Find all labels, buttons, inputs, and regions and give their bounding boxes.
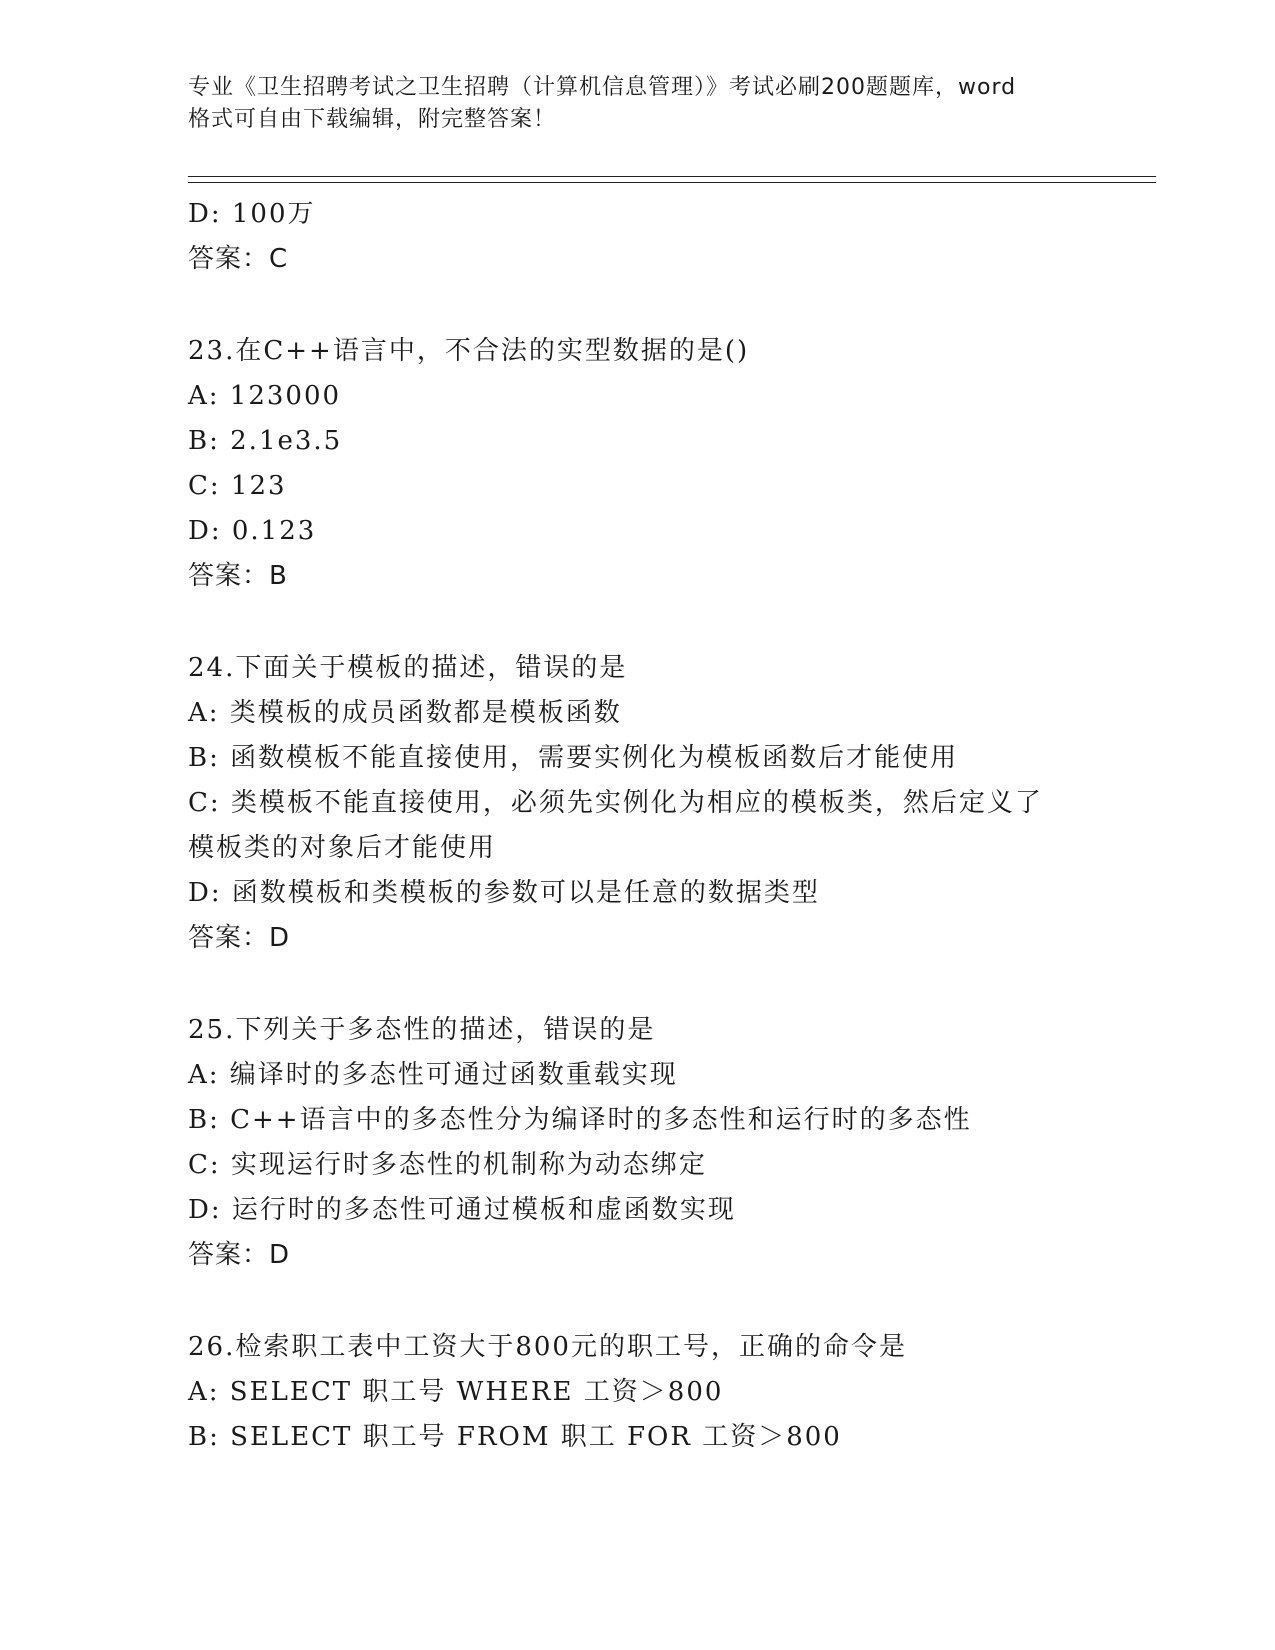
page-header [188, 72, 1088, 136]
option-c: C: 类模板不能直接使用，必须先实例化为相应的模板类，然后定义了 [188, 788, 1043, 818]
option-c: C: 123 [188, 471, 287, 501]
option-b: B: C++语言中的多态性分为编译时的多态性和运行时的多态性 [188, 1105, 972, 1135]
option-a: A: 编译时的多态性可通过函数重载实现 [188, 1060, 678, 1090]
option-a: A: SELECT 职工号 WHERE 工资＞800 [188, 1377, 724, 1407]
option-d: D: 0.123 [188, 516, 317, 546]
header-divider-bottom [188, 182, 1156, 183]
answer-line: 答案：D [188, 923, 291, 953]
option-b: B: 函数模板不能直接使用，需要实例化为模板函数后才能使用 [188, 743, 959, 773]
question-stem: 25.下列关于多态性的描述，错误的是 [188, 1015, 656, 1045]
option-c-continued: 模板类的对象后才能使用 [188, 833, 497, 863]
option-d: D: 函数模板和类模板的参数可以是任意的数据类型 [188, 878, 820, 908]
option-b: B: 2.1e3.5 [188, 426, 343, 456]
question-list [188, 192, 1088, 1460]
answer-line: 答案：B [188, 561, 288, 591]
question-26 [188, 1325, 1088, 1460]
option-d: D: 100万 [188, 199, 316, 229]
option-b: B: SELECT 职工号 FROM 职工 FOR 工资＞800 [188, 1422, 842, 1452]
header-title-line-1: 专业《卫生招聘考试之卫生招聘（计算机信息管理）》考试必刷200题题库，word [188, 75, 1017, 100]
option-c: C: 实现运行时多态性的机制称为动态绑定 [188, 1150, 707, 1180]
question-stem: 24.下面关于模板的描述，错误的是 [188, 653, 628, 683]
header-divider-top [188, 176, 1156, 177]
question-22-continuation [188, 192, 1088, 282]
question-24 [188, 646, 1088, 961]
answer-line: 答案：D [188, 1240, 291, 1270]
option-a: A: 123000 [188, 381, 342, 411]
question-23 [188, 329, 1088, 599]
question-stem: 23.在C++语言中，不合法的实型数据的是() [188, 336, 750, 366]
question-25 [188, 1008, 1088, 1278]
option-a: A: 类模板的成员函数都是模板函数 [188, 698, 622, 728]
answer-line: 答案：C [188, 244, 289, 274]
option-d: D: 运行时的多态性可通过模板和虚函数实现 [188, 1195, 736, 1225]
header-title-line-2: 格式可自由下载编辑，附完整答案！ [188, 107, 557, 132]
question-stem: 26.检索职工表中工资大于800元的职工号，正确的命令是 [188, 1332, 907, 1362]
